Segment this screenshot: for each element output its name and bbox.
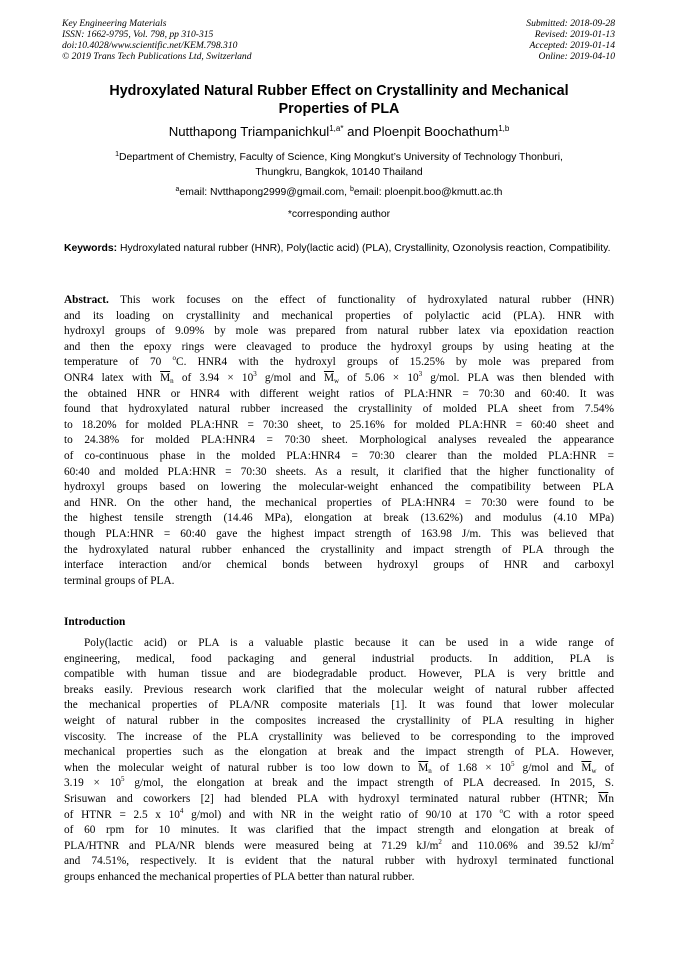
abstract-text: g/mol and [256,371,324,384]
affiliation-line-2: Thungkru, Bangkok, 10140 Thailand [255,167,423,178]
abstract-text: ONR4 latex with [64,371,161,384]
mn-symbol: $\overline{M}$ [160,371,171,384]
mn-subscript: n [170,376,174,385]
mn-symbol: $\overline{M}$ [598,792,609,805]
exponent: 5 [121,775,125,784]
intro-text: and 110.06% and 39.52 kJ/m [441,839,611,852]
exponent: 5 [510,759,515,768]
intro-line: engineering, medical, food packaging and general industrial products. In addition, PLA is [64,652,614,665]
revised-date: Revised: 2019-01-13 [534,29,615,40]
intro-line: Poly(lactic acid) or PLA is a valuable plastic because it can be used in a wide range of [84,637,614,649]
intro-line: compatible with human tissue and are biodegradable product. However, PLA is very brittle and [64,668,614,681]
abstract-text: g/mol. PLA was then blended with [422,371,614,384]
mw-subscript: w [333,376,340,385]
abstract-line: 60:40 and molded PLA:HNR = 70:30 sheets. As a result, it clarified that the higher functionality of [64,465,614,478]
intro-line [64,792,614,808]
intro-line: and 74.51%, respectively. It is evident that the natural rubber with hydroxyl terminated functional [64,855,614,868]
intro-text: g/mol and [514,761,582,774]
affiliation [64,150,614,180]
abstract-line: the obtained HNR or HNR4 with different weight ratios of PLA:HNR = 70:30 and 60:40. It was [64,387,614,400]
intro-line [64,776,614,792]
intro-line [64,808,614,824]
journal-doi: doi:10.4028/www.scientific.net/KEM.798.310 [62,40,238,51]
intro-line [64,761,614,777]
mw-symbol: $\overline{M}$ [581,761,592,774]
intro-text: Srisuwan and coworkers [2] had blended PLA with hydroxyl terminated natural rubber (HTNR; [64,792,599,805]
abstract-text: of 3.94 × 10 [173,371,254,384]
author-2: Ploenpit Boochathum [372,124,499,139]
email-b-mark: b [349,186,354,193]
paper-title [64,82,614,118]
mn-subscript: n [428,766,432,775]
author-2-affil: 1,b [498,124,510,133]
introduction-body [64,636,614,886]
corresponding-author-note: *corresponding author [287,209,391,220]
exponent: 2 [610,837,614,846]
journal-issn: ISSN: 1662-9795, Vol. 798, pp 310-315 [62,29,214,40]
abstract-text: This work focuses on the effect of functionality of hydroxylated natural rubber (HNR) [108,294,614,306]
author-emails [64,186,614,199]
accepted-date: Accepted: 2019-01-14 [529,40,615,51]
abstract-line: terminal groups of PLA. [64,574,175,587]
abstract-line: and HNR. On the other hand, the mechanical properties of PLA:HNR4 = 70:30 were found to be [64,496,614,509]
abstract-line: hydroxyl groups based on lowering the molecular-weight enhanced the compatibility between PLA [64,481,614,494]
intro-line: the mechanical properties of PLA/NR composite materials [1]. It was found that lower molecular [64,699,614,712]
intro-text: g/mol, the elongation at break and the impact strength of PLA decreased. In 2015, S. [124,777,614,790]
abstract-text: temperature of 70 [64,356,173,369]
abstract [64,293,614,589]
abstract-line: to 18.20% for molded PLA:HNR = 70:30 sheet, to 25.16% for molded PLA:HNR = 60:40 sheet and [64,418,614,431]
title-line-1: Hydroxylated Natural Rubber Effect on Crystallinity and Mechanical [109,83,569,99]
exponent: 4 [179,806,184,815]
intro-text: 3.19 × 10 [64,777,122,790]
title-line-2: Properties of PLA [278,101,400,117]
abstract-line: the hydroxylated natural rubber enhanced the crystallinity and impact strength of PLA through the [64,543,614,556]
intro-line: weight of natural rubber in the composites increased the crystallinity of PLA resulting in higher [64,714,614,727]
email-a: email: Nvtthapong2999@gmail.com, [179,187,350,198]
intro-text: of HTNR = 2.5 x 10 [64,808,180,821]
abstract-line: though PLA:HNR = 60:40 gave the highest impact strength of 163.98 J/m. This was believed that [64,527,614,540]
abstract-line [64,293,614,309]
online-date: Online: 2019-04-10 [538,51,615,62]
mn-symbol: $\overline{M}$ [418,761,429,774]
affiliation-number: 1 [115,151,119,158]
exponent: 3 [418,369,423,378]
intro-text: n [608,792,614,805]
keywords-text: Hydroxylated natural rubber (HNR), Poly(lactic acid) (PLA), Crystallinity, Ozonolysis reaction, Compatibility. [117,243,611,254]
intro-text: PLA/HTNR and PLA/NR blends were measured being at 71.29 kJ/m [64,839,439,852]
abstract-line: and its loading on crystallinity and mechanical properties of polylactic acid (PLA). HNR with [64,309,614,322]
submission-dates [526,18,615,62]
abstract-text: C. HNR4 with the hydroxyl groups of 15.25% by mole was prepared from [176,356,614,369]
mw-symbol: $\overline{M}$ [323,371,334,384]
intro-line: mechanical properties such as the elongation at break and the impact strength of PLA. However, [64,746,614,759]
exponent: 3 [253,369,257,378]
intro-text: g/mol) and with NR in the weight ratio of 90/10 at 170 [183,808,500,821]
keywords [64,241,614,256]
introduction-heading: Introduction [64,616,126,628]
author-1: Nutthapong Triampanichkul [168,124,330,139]
abstract-label: Abstract. [64,294,109,306]
journal-name: Key Engineering Materials [62,18,167,29]
journal-info [62,18,252,62]
degree-mark: o [172,354,177,363]
journal-copyright: © 2019 Trans Tech Publications Ltd, Switzerland [62,51,252,62]
intro-line: groups enhanced the mechanical properties of PLA better than natural rubber. [64,870,415,883]
intro-line: breaks easily. Previous research work clarified that the molecular weight of natural rubber affected [64,683,614,696]
abstract-line: interface interaction and/or chemical bonds between hydroxyl groups of HNR and carboxyl [64,559,614,572]
email-a-mark: a [175,186,180,193]
abstract-line [64,355,614,371]
intro-line: viscosity. The increase of the PLA crystallinity was believed to be corresponding to the improved [64,730,614,743]
intro-line: of 60 rpm for 10 minutes. It was clarified that the impact strength and elongation at break of [64,824,614,837]
intro-text: of 1.68 × 10 [431,761,511,774]
abstract-line: found that hydroxylated natural rubber increased the crystallinity of molded PLA sheet from 7.54% [64,403,614,416]
abstract-text: of 5.06 × 10 [339,371,419,384]
exponent: 2 [438,837,442,846]
abstract-line: and then the epoxy rings were cleavaged to produce the hydroxyl groups by using heating at the [64,340,614,353]
affiliation-line-1: Department of Chemistry, Faculty of Science, King Mongkut’s University of Technology Thonburi, [118,152,563,163]
intro-text: C with a rotor speed [503,808,614,821]
abstract-line: the highest tensile strength (14.46 MPa), elongation at break (13.62%) and modulus (4.10 MPa) [64,512,614,525]
submitted-date: Submitted: 2018-09-28 [526,18,615,29]
intro-line [64,839,614,855]
abstract-line: to 24.38% for molded PLA:HNR4 = 70:30 sheet. Morphological analyses revealed the appearance [64,434,614,447]
keywords-label: Keywords: [64,243,118,254]
intro-text: when the molecular weight of natural rubber is too low down to [64,761,419,774]
abstract-line [64,371,614,387]
email-b: email: ploenpit.boo@kmutt.ac.th [353,187,503,198]
abstract-line: of co-continuous phase in the molded PLA:HNR4 = 70:30 clearer than the molded PLA:HNR = [64,449,614,462]
intro-text: of [596,761,614,774]
author-and: and [343,124,373,139]
author-1-affil: 1,a* [329,124,344,133]
degree-mark: o [499,806,504,815]
abstract-line: hydroxyl groups of 9.09% by mole was prepared from natural rubber latex via epoxidation reaction [64,325,614,338]
mw-subscript: w [591,766,597,775]
author-list [64,124,614,140]
